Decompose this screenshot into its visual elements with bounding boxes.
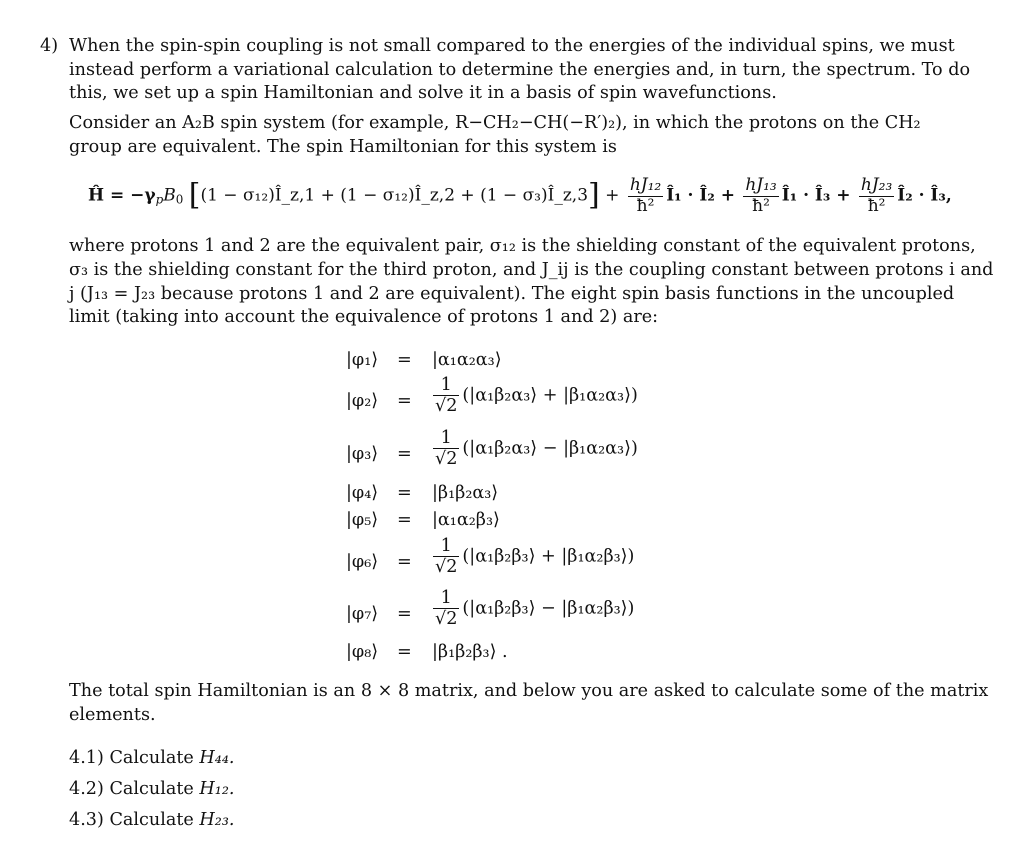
question-number: 4.1) — [69, 748, 104, 768]
basis-rhs: $\frac{1}{√2}$ (|α₁β₂α₃⟩ − |β₁α₂α₃⟩) — [435, 428, 638, 470]
where-line-1: where protons 1 and 2 are the equivalent pair, σ₁₂ is the shielding constant of the equivalent protons, — [69, 236, 976, 256]
equals-sign: = — [397, 350, 412, 370]
equals-sign: = — [397, 510, 412, 530]
system-line-2: group are equivalent. The spin Hamiltonian for this system is — [69, 137, 617, 157]
intro-line-2: instead perform a variational calculation to determine the energies and, in turn, the spectrum. To do — [69, 60, 971, 80]
equals-sign: = — [397, 642, 412, 662]
basis-lhs: |φ₁⟩ — [346, 350, 379, 370]
basis-rhs: $\frac{1}{√2}$ (|α₁β₂β₃⟩ + |β₁α₂β₃⟩) — [435, 536, 635, 578]
system-line-1: Consider an A₂B spin system (for example, R−CH₂−CH(−R′)₂), in which the protons on the CH₂ — [69, 113, 921, 133]
equals-sign: = — [397, 552, 412, 572]
equals-sign: = — [397, 604, 412, 624]
intro-line-3: this, we set up a spin Hamiltonian and solve it in a basis of spin wavefunctions. — [69, 83, 777, 103]
problem-number: 4) — [40, 36, 59, 56]
question-item — [69, 812, 234, 830]
zeeman-terms: (1 − σ₁₂)Î_z,1 + (1 − σ₁₂)Î_z,2 + (1 − σ₃)Î_z,3 — [200, 185, 589, 206]
matrix-note-line-1: The total spin Hamiltonian is an 8 × 8 matrix, and below you are asked to calculate some of the matrix — [69, 681, 989, 701]
inv-sqrt2-fraction: $\frac{1}{√2}$ — [435, 375, 458, 417]
coupling-term-13: Î₁ · Î₃ + — [781, 185, 851, 206]
basis-lhs: |φ₄⟩ — [346, 483, 379, 503]
question-text: Calculate — [109, 810, 194, 830]
close-bracket: ] — [588, 177, 600, 213]
basis-lhs: |φ₈⟩ — [346, 642, 379, 662]
basis-rhs: |β₁β₂β₃⟩ . — [432, 642, 508, 662]
inv-sqrt2-fraction: $\frac{1}{√2}$ — [435, 536, 458, 578]
inv-sqrt2-fraction: $\frac{1}{√2}$ — [435, 588, 458, 630]
where-line-4: limit (taking into account the equivalence of protons 1 and 2) are: — [69, 307, 659, 327]
basis-rhs: |β₁β₂α₃⟩ — [432, 483, 499, 503]
basis-rhs: |α₁α₂α₃⟩ — [432, 350, 502, 370]
where-line-3: j (J₁₃ = J₂₃ because protons 1 and 2 are equivalent). The eight spin basis functions in the uncoupled — [69, 284, 955, 304]
coupling-term-12: Î₁ · Î₂ + — [666, 185, 735, 206]
inv-sqrt2-fraction: $\frac{1}{√2}$ — [435, 428, 458, 470]
open-bracket: [ — [188, 177, 201, 213]
coupling-fraction-13: $\frac{\text{hJ₁₃}}{\text{ħ²}}$ — [745, 175, 777, 216]
basis-lhs: |φ₂⟩ — [346, 391, 379, 411]
field-symbol: B — [163, 185, 176, 206]
question-text: Calculate — [109, 748, 194, 768]
question-item — [69, 781, 234, 799]
basis-rhs: $\frac{1}{√2}$ (|α₁β₂β₃⟩ − |β₁α₂β₃⟩) — [435, 588, 635, 630]
basis-lhs: |φ₅⟩ — [346, 510, 379, 530]
where-line-2: σ₃ is the shielding constant for the third proton, and J_ij is the coupling constant between protons i and — [69, 260, 994, 280]
basis-lhs: |φ₇⟩ — [346, 604, 379, 624]
question-target: H₁₂. — [199, 779, 235, 799]
question-target: H₄₄. — [199, 748, 235, 768]
hamiltonian-lhs: Ĥ = −γ — [88, 185, 156, 206]
field-subscript: 0 — [175, 192, 184, 207]
equals-sign: = — [397, 444, 412, 464]
equals-sign: = — [397, 391, 412, 411]
question-number: 4.2) — [69, 779, 104, 799]
plus-sign: + — [605, 185, 620, 206]
coupling-fraction-12: $\frac{\text{hJ₁₂}}{\text{ħ²}}$ — [629, 175, 662, 216]
intro-line-1: When the spin-spin coupling is not small compared to the energies of the individual spins, we must — [69, 36, 955, 56]
question-number: 4.3) — [69, 810, 104, 830]
equals-sign: = — [397, 483, 412, 503]
coupling-term-23: Î₂ · Î₃, — [897, 185, 952, 206]
question-text: Calculate — [109, 779, 194, 799]
coupling-fraction-23: $\frac{\text{hJ₂₃}}{\text{ħ²}}$ — [860, 175, 893, 216]
hamiltonian-equation — [88, 176, 952, 216]
matrix-note-line-2: elements. — [69, 705, 156, 725]
basis-rhs: $\frac{1}{√2}$ (|α₁β₂α₃⟩ + |β₁α₂α₃⟩) — [435, 375, 638, 417]
basis-rhs: |α₁α₂β₃⟩ — [432, 510, 500, 530]
question-item — [69, 750, 234, 768]
question-target: H₂₃. — [199, 810, 235, 830]
gamma-subscript: p — [155, 192, 164, 207]
basis-lhs: |φ₆⟩ — [346, 552, 379, 572]
basis-lhs: |φ₃⟩ — [346, 444, 379, 464]
